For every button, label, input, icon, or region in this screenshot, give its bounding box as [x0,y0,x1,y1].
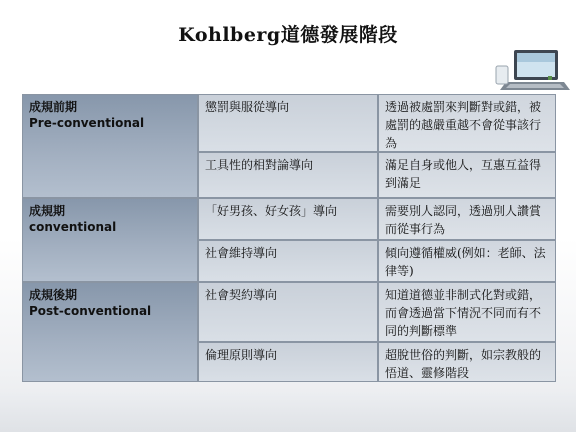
stage-name-en: Pre-conventional [29,116,145,130]
description-cell: 滿足自身或他人，互惠互益得到滿足 [378,152,556,198]
stage-name-zh: 成規後期 [29,288,78,302]
description-cell: 透過被處罰來判斷對或錯，被處罰的越嚴重越不會從事該行為 [378,94,556,152]
stage-name-en: Post-conventional [29,304,152,318]
orientation-cell: 「好男孩、好女孩」導向 [198,198,378,240]
orientation-cell: 懲罰與服從導向 [198,94,378,152]
description-cell: 需要別人認同，透過別人讚賞而從事行為 [378,198,556,240]
description-cell: 傾向遵循權威(例如：老師、法律等) [378,240,556,282]
orientation-cell: 工具性的相對論導向 [198,152,378,198]
stage-name-en: conventional [29,220,117,234]
stage-cell [22,198,198,282]
stage-cell [22,282,198,382]
orientation-cell: 社會維持導向 [198,240,378,282]
description-cell: 知道道德並非制式化對或錯，而會透過當下情況不同而有不同的判斷標準 [378,282,556,342]
slide-title: Kohlberg道德發展階段 [178,24,398,46]
stage-name-zh: 成規期 [29,204,66,218]
stage-name-zh: 成規前期 [29,100,78,114]
stage-cell [22,94,198,198]
footer-band [0,392,576,432]
description-cell: 超脫世俗的判斷，如宗教般的悟道、靈修階段 [378,342,556,382]
orientation-cell: 社會契約導向 [198,282,378,342]
orientation-cell: 倫理原則導向 [198,342,378,382]
laptop-clipart-icon [492,46,572,98]
